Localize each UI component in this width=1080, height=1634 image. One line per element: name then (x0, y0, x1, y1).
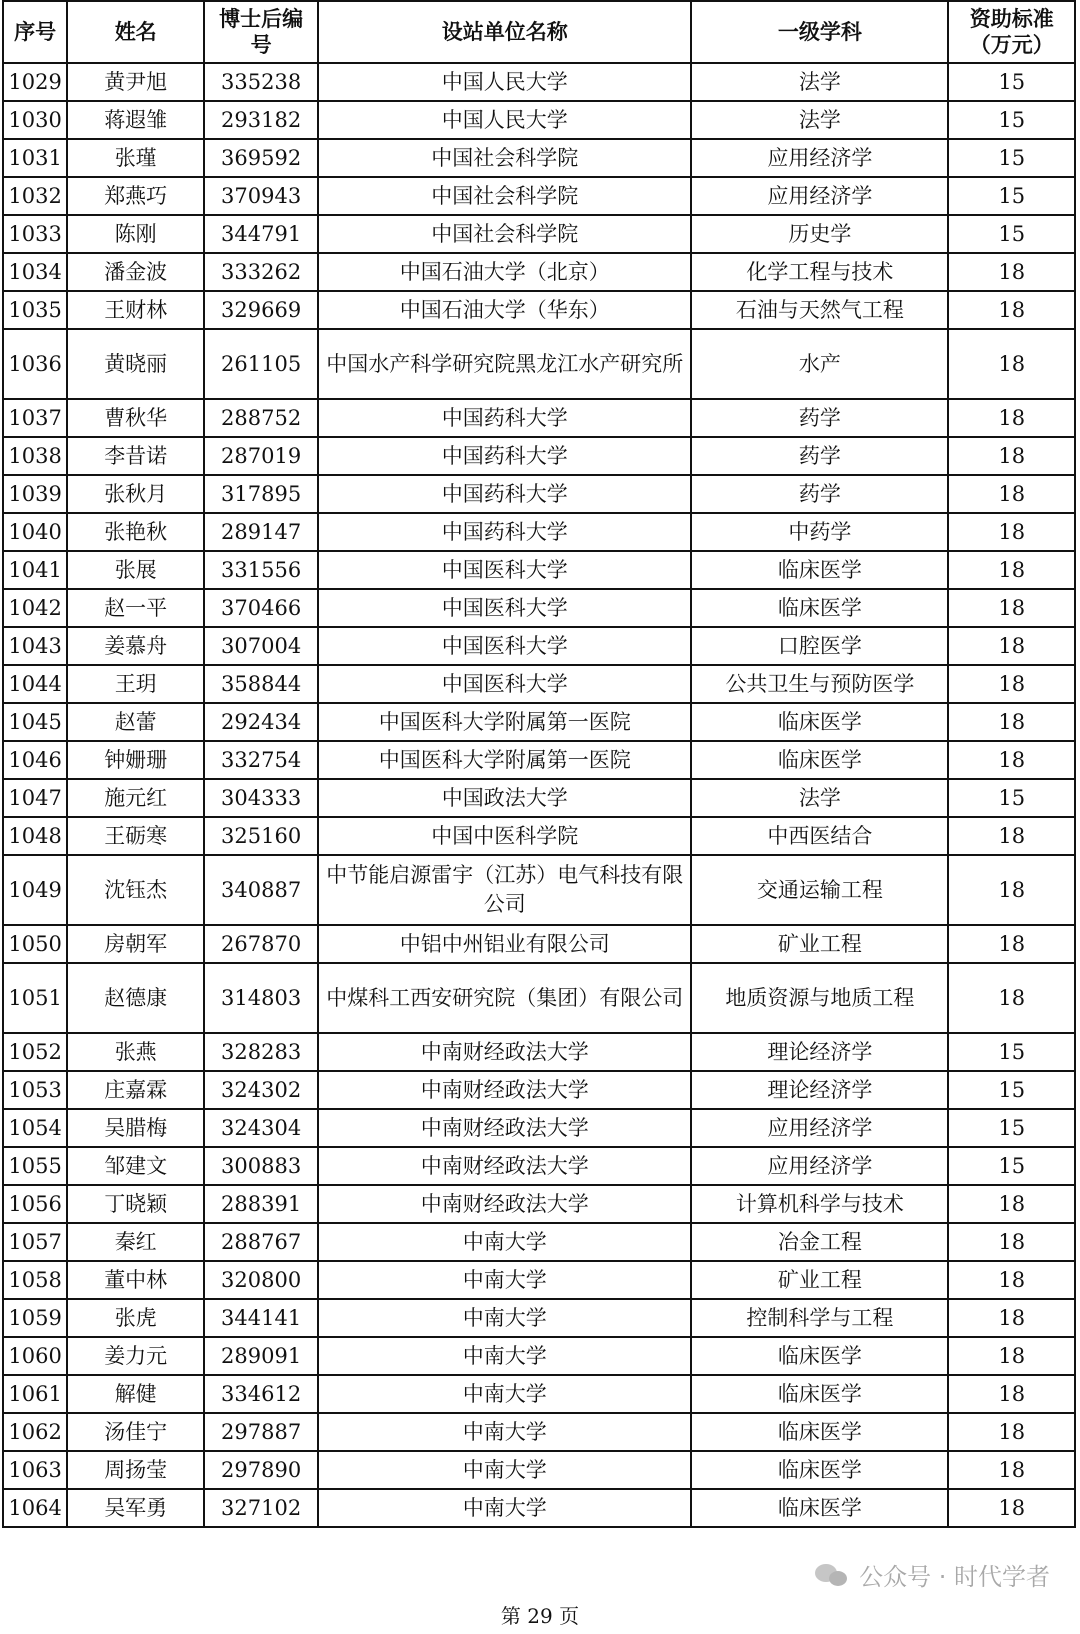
table-row (3, 627, 1075, 665)
cell-discipline: 控制科学与工程 (691, 1299, 948, 1337)
table-row (3, 1033, 1075, 1071)
table-row (3, 1299, 1075, 1337)
cell-funding: 15 (948, 101, 1075, 139)
cell-name: 汤佳宁 (67, 1413, 204, 1451)
cell-discipline: 交通运输工程 (691, 855, 948, 925)
cell-name: 张艳秋 (67, 513, 204, 551)
cell-name: 秦红 (67, 1223, 204, 1261)
cell-unit: 中国药科大学 (318, 475, 691, 513)
cell-seq: 1057 (3, 1223, 67, 1261)
cell-unit: 中国医科大学附属第一医院 (318, 741, 691, 779)
cell-funding: 18 (948, 475, 1075, 513)
header-postdoc-id: 博士后编号 (204, 1, 318, 63)
header-name: 姓名 (67, 1, 204, 63)
table-row (3, 779, 1075, 817)
cell-unit: 中国石油大学（北京） (318, 253, 691, 291)
cell-funding: 15 (948, 1147, 1075, 1185)
cell-funding: 18 (948, 513, 1075, 551)
cell-postdoc-id: 297887 (204, 1413, 318, 1451)
cell-discipline: 口腔医学 (691, 627, 948, 665)
cell-seq: 1047 (3, 779, 67, 817)
cell-discipline: 理论经济学 (691, 1033, 948, 1071)
table-row (3, 475, 1075, 513)
cell-unit: 中国药科大学 (318, 399, 691, 437)
cell-seq: 1040 (3, 513, 67, 551)
cell-funding: 18 (948, 551, 1075, 589)
cell-seq: 1059 (3, 1299, 67, 1337)
header-row (3, 1, 1075, 63)
table-row (3, 329, 1075, 399)
cell-funding: 18 (948, 855, 1075, 925)
cell-seq: 1038 (3, 437, 67, 475)
cell-unit: 中南财经政法大学 (318, 1109, 691, 1147)
cell-unit: 中国政法大学 (318, 779, 691, 817)
cell-funding: 15 (948, 63, 1075, 101)
cell-seq: 1049 (3, 855, 67, 925)
cell-name: 张虎 (67, 1299, 204, 1337)
cell-discipline: 临床医学 (691, 741, 948, 779)
table-row (3, 589, 1075, 627)
cell-postdoc-id: 329669 (204, 291, 318, 329)
cell-funding: 18 (948, 665, 1075, 703)
cell-funding: 18 (948, 1299, 1075, 1337)
postdoc-funding-table (2, 0, 1076, 1528)
cell-funding: 18 (948, 703, 1075, 741)
cell-postdoc-id: 369592 (204, 139, 318, 177)
cell-seq: 1055 (3, 1147, 67, 1185)
cell-name: 吴腊梅 (67, 1109, 204, 1147)
cell-name: 潘金波 (67, 253, 204, 291)
cell-postdoc-id: 370943 (204, 177, 318, 215)
cell-seq: 1064 (3, 1489, 67, 1527)
table-row (3, 1489, 1075, 1527)
cell-name: 曹秋华 (67, 399, 204, 437)
table-row (3, 817, 1075, 855)
cell-name: 姜力元 (67, 1337, 204, 1375)
cell-seq: 1051 (3, 963, 67, 1033)
cell-name: 赵一平 (67, 589, 204, 627)
cell-unit: 中南大学 (318, 1337, 691, 1375)
cell-postdoc-id: 304333 (204, 779, 318, 817)
cell-unit: 中国水产科学研究院黑龙江水产研究所 (318, 329, 691, 399)
cell-unit: 中南大学 (318, 1451, 691, 1489)
cell-discipline: 中西医结合 (691, 817, 948, 855)
page-number: 第 29 页 (500, 1604, 580, 1628)
cell-unit: 中南大学 (318, 1489, 691, 1527)
cell-funding: 18 (948, 1413, 1075, 1451)
cell-name: 王玥 (67, 665, 204, 703)
table-row (3, 741, 1075, 779)
cell-discipline: 水产 (691, 329, 948, 399)
cell-discipline: 法学 (691, 101, 948, 139)
cell-funding: 15 (948, 1109, 1075, 1147)
cell-funding: 18 (948, 437, 1075, 475)
cell-funding: 18 (948, 1185, 1075, 1223)
cell-seq: 1060 (3, 1337, 67, 1375)
cell-postdoc-id: 344791 (204, 215, 318, 253)
cell-discipline: 应用经济学 (691, 1109, 948, 1147)
table-row (3, 437, 1075, 475)
cell-postdoc-id: 293182 (204, 101, 318, 139)
cell-postdoc-id: 300883 (204, 1147, 318, 1185)
cell-unit: 中南财经政法大学 (318, 1033, 691, 1071)
cell-discipline: 计算机科学与技术 (691, 1185, 948, 1223)
cell-unit: 中南财经政法大学 (318, 1071, 691, 1109)
cell-seq: 1044 (3, 665, 67, 703)
cell-seq: 1029 (3, 63, 67, 101)
cell-seq: 1030 (3, 101, 67, 139)
watermark (815, 1557, 1050, 1592)
cell-seq: 1036 (3, 329, 67, 399)
cell-unit: 中国医科大学 (318, 665, 691, 703)
cell-funding: 18 (948, 1223, 1075, 1261)
cell-funding: 15 (948, 139, 1075, 177)
table-row (3, 177, 1075, 215)
cell-seq: 1046 (3, 741, 67, 779)
cell-seq: 1034 (3, 253, 67, 291)
cell-seq: 1031 (3, 139, 67, 177)
cell-unit: 中国人民大学 (318, 101, 691, 139)
cell-seq: 1052 (3, 1033, 67, 1071)
table-row (3, 215, 1075, 253)
table-row (3, 513, 1075, 551)
cell-seq: 1050 (3, 925, 67, 963)
cell-name: 赵德康 (67, 963, 204, 1033)
cell-unit: 中节能启源雷宇（江苏）电气科技有限公司 (318, 855, 691, 925)
table-row (3, 1451, 1075, 1489)
cell-discipline: 冶金工程 (691, 1223, 948, 1261)
cell-name: 黄尹旭 (67, 63, 204, 101)
cell-postdoc-id: 288391 (204, 1185, 318, 1223)
cell-unit: 中南大学 (318, 1375, 691, 1413)
cell-postdoc-id: 289091 (204, 1337, 318, 1375)
cell-unit: 中国药科大学 (318, 513, 691, 551)
cell-postdoc-id: 333262 (204, 253, 318, 291)
cell-name: 姜慕舟 (67, 627, 204, 665)
cell-postdoc-id: 325160 (204, 817, 318, 855)
cell-name: 张展 (67, 551, 204, 589)
cell-seq: 1053 (3, 1071, 67, 1109)
cell-postdoc-id: 340887 (204, 855, 318, 925)
table-row (3, 101, 1075, 139)
cell-funding: 18 (948, 329, 1075, 399)
cell-postdoc-id: 307004 (204, 627, 318, 665)
cell-unit: 中国社会科学院 (318, 177, 691, 215)
cell-funding: 18 (948, 1337, 1075, 1375)
cell-discipline: 临床医学 (691, 1489, 948, 1527)
cell-funding: 18 (948, 589, 1075, 627)
cell-seq: 1037 (3, 399, 67, 437)
cell-unit: 中南大学 (318, 1261, 691, 1299)
cell-name: 周扬莹 (67, 1451, 204, 1489)
cell-unit: 中国社会科学院 (318, 139, 691, 177)
cell-discipline: 化学工程与技术 (691, 253, 948, 291)
cell-postdoc-id: 288752 (204, 399, 318, 437)
cell-unit: 中国药科大学 (318, 437, 691, 475)
cell-discipline: 应用经济学 (691, 139, 948, 177)
cell-unit: 中煤科工西安研究院（集团）有限公司 (318, 963, 691, 1033)
header-funding: 资助标准（万元） (948, 1, 1075, 63)
cell-funding: 15 (948, 779, 1075, 817)
table-row (3, 1413, 1075, 1451)
table-row (3, 665, 1075, 703)
table-row (3, 1109, 1075, 1147)
cell-funding: 15 (948, 215, 1075, 253)
table-row (3, 1261, 1075, 1299)
cell-name: 蒋遐雏 (67, 101, 204, 139)
cell-postdoc-id: 335238 (204, 63, 318, 101)
cell-funding: 18 (948, 817, 1075, 855)
cell-funding: 15 (948, 1071, 1075, 1109)
cell-seq: 1063 (3, 1451, 67, 1489)
cell-postdoc-id: 344141 (204, 1299, 318, 1337)
cell-postdoc-id: 334612 (204, 1375, 318, 1413)
cell-funding: 18 (948, 1375, 1075, 1413)
cell-name: 房朝军 (67, 925, 204, 963)
table-row (3, 855, 1075, 925)
cell-funding: 18 (948, 399, 1075, 437)
table-row (3, 63, 1075, 101)
cell-funding: 18 (948, 741, 1075, 779)
cell-name: 王砺寒 (67, 817, 204, 855)
cell-unit: 中铝中州铝业有限公司 (318, 925, 691, 963)
cell-discipline: 临床医学 (691, 551, 948, 589)
header-seq: 序号 (3, 1, 67, 63)
table-row (3, 1223, 1075, 1261)
table-row (3, 551, 1075, 589)
cell-name: 张燕 (67, 1033, 204, 1071)
cell-discipline: 临床医学 (691, 589, 948, 627)
cell-unit: 中国医科大学附属第一医院 (318, 703, 691, 741)
cell-unit: 中国社会科学院 (318, 215, 691, 253)
cell-name: 庄嘉霖 (67, 1071, 204, 1109)
table-row (3, 1071, 1075, 1109)
cell-postdoc-id: 267870 (204, 925, 318, 963)
cell-name: 施元红 (67, 779, 204, 817)
cell-name: 张秋月 (67, 475, 204, 513)
cell-funding: 18 (948, 291, 1075, 329)
cell-name: 董中林 (67, 1261, 204, 1299)
table-row (3, 1375, 1075, 1413)
cell-name: 张瑾 (67, 139, 204, 177)
cell-postdoc-id: 320800 (204, 1261, 318, 1299)
cell-postdoc-id: 331556 (204, 551, 318, 589)
table-row (3, 703, 1075, 741)
cell-funding: 15 (948, 1033, 1075, 1071)
cell-unit: 中南大学 (318, 1223, 691, 1261)
cell-name: 丁晓颖 (67, 1185, 204, 1223)
cell-postdoc-id: 289147 (204, 513, 318, 551)
cell-postdoc-id: 324302 (204, 1071, 318, 1109)
table-row (3, 399, 1075, 437)
cell-seq: 1062 (3, 1413, 67, 1451)
cell-postdoc-id: 292434 (204, 703, 318, 741)
cell-seq: 1045 (3, 703, 67, 741)
cell-discipline: 法学 (691, 779, 948, 817)
cell-unit: 中国医科大学 (318, 627, 691, 665)
cell-name: 黄晓丽 (67, 329, 204, 399)
cell-discipline: 临床医学 (691, 1451, 948, 1489)
header-discipline: 一级学科 (691, 1, 948, 63)
cell-name: 解健 (67, 1375, 204, 1413)
cell-name: 钟姗珊 (67, 741, 204, 779)
cell-funding: 18 (948, 963, 1075, 1033)
chat-bubble-icon (815, 1562, 851, 1588)
cell-postdoc-id: 358844 (204, 665, 318, 703)
cell-funding: 15 (948, 177, 1075, 215)
cell-name: 李昔诺 (67, 437, 204, 475)
cell-discipline: 中药学 (691, 513, 948, 551)
cell-discipline: 应用经济学 (691, 1147, 948, 1185)
cell-seq: 1035 (3, 291, 67, 329)
cell-seq: 1041 (3, 551, 67, 589)
cell-discipline: 法学 (691, 63, 948, 101)
cell-unit: 中国人民大学 (318, 63, 691, 101)
cell-postdoc-id: 328283 (204, 1033, 318, 1071)
cell-funding: 18 (948, 1261, 1075, 1299)
cell-postdoc-id: 324304 (204, 1109, 318, 1147)
cell-seq: 1043 (3, 627, 67, 665)
cell-funding: 18 (948, 1451, 1075, 1489)
table-body (3, 63, 1075, 1527)
cell-name: 陈刚 (67, 215, 204, 253)
table-row (3, 1337, 1075, 1375)
cell-seq: 1048 (3, 817, 67, 855)
cell-discipline: 临床医学 (691, 703, 948, 741)
cell-seq: 1032 (3, 177, 67, 215)
table-row (3, 291, 1075, 329)
table-row (3, 253, 1075, 291)
cell-postdoc-id: 261105 (204, 329, 318, 399)
table-row (3, 1185, 1075, 1223)
cell-postdoc-id: 288767 (204, 1223, 318, 1261)
cell-seq: 1039 (3, 475, 67, 513)
cell-discipline: 石油与天然气工程 (691, 291, 948, 329)
cell-discipline: 临床医学 (691, 1413, 948, 1451)
cell-unit: 中国石油大学（华东） (318, 291, 691, 329)
cell-discipline: 应用经济学 (691, 177, 948, 215)
table-row (3, 139, 1075, 177)
cell-name: 沈钰杰 (67, 855, 204, 925)
header-unit: 设站单位名称 (318, 1, 691, 63)
cell-discipline: 矿业工程 (691, 1261, 948, 1299)
cell-discipline: 公共卫生与预防医学 (691, 665, 948, 703)
cell-funding: 18 (948, 925, 1075, 963)
cell-postdoc-id: 314803 (204, 963, 318, 1033)
cell-funding: 18 (948, 627, 1075, 665)
table-row (3, 963, 1075, 1033)
cell-seq: 1056 (3, 1185, 67, 1223)
cell-postdoc-id: 370466 (204, 589, 318, 627)
cell-postdoc-id: 287019 (204, 437, 318, 475)
cell-postdoc-id: 317895 (204, 475, 318, 513)
cell-name: 赵蕾 (67, 703, 204, 741)
cell-discipline: 药学 (691, 437, 948, 475)
cell-discipline: 地质资源与地质工程 (691, 963, 948, 1033)
cell-name: 邹建文 (67, 1147, 204, 1185)
cell-discipline: 矿业工程 (691, 925, 948, 963)
cell-unit: 中南大学 (318, 1299, 691, 1337)
cell-postdoc-id: 327102 (204, 1489, 318, 1527)
cell-name: 吴军勇 (67, 1489, 204, 1527)
cell-seq: 1042 (3, 589, 67, 627)
cell-unit: 中南财经政法大学 (318, 1185, 691, 1223)
cell-discipline: 历史学 (691, 215, 948, 253)
cell-seq: 1061 (3, 1375, 67, 1413)
cell-discipline: 临床医学 (691, 1337, 948, 1375)
cell-name: 郑燕巧 (67, 177, 204, 215)
cell-postdoc-id: 332754 (204, 741, 318, 779)
cell-discipline: 临床医学 (691, 1375, 948, 1413)
watermark-text: 公众号 · 时代学者 (859, 1563, 1050, 1591)
cell-funding: 18 (948, 253, 1075, 291)
cell-discipline: 药学 (691, 399, 948, 437)
cell-seq: 1054 (3, 1109, 67, 1147)
cell-discipline: 理论经济学 (691, 1071, 948, 1109)
table-row (3, 925, 1075, 963)
cell-unit: 中国医科大学 (318, 589, 691, 627)
cell-unit: 中国医科大学 (318, 551, 691, 589)
cell-seq: 1058 (3, 1261, 67, 1299)
cell-unit: 中南财经政法大学 (318, 1147, 691, 1185)
cell-seq: 1033 (3, 215, 67, 253)
cell-funding: 18 (948, 1489, 1075, 1527)
cell-unit: 中国中医科学院 (318, 817, 691, 855)
cell-discipline: 药学 (691, 475, 948, 513)
cell-unit: 中南大学 (318, 1413, 691, 1451)
cell-name: 王财林 (67, 291, 204, 329)
table-row (3, 1147, 1075, 1185)
cell-postdoc-id: 297890 (204, 1451, 318, 1489)
